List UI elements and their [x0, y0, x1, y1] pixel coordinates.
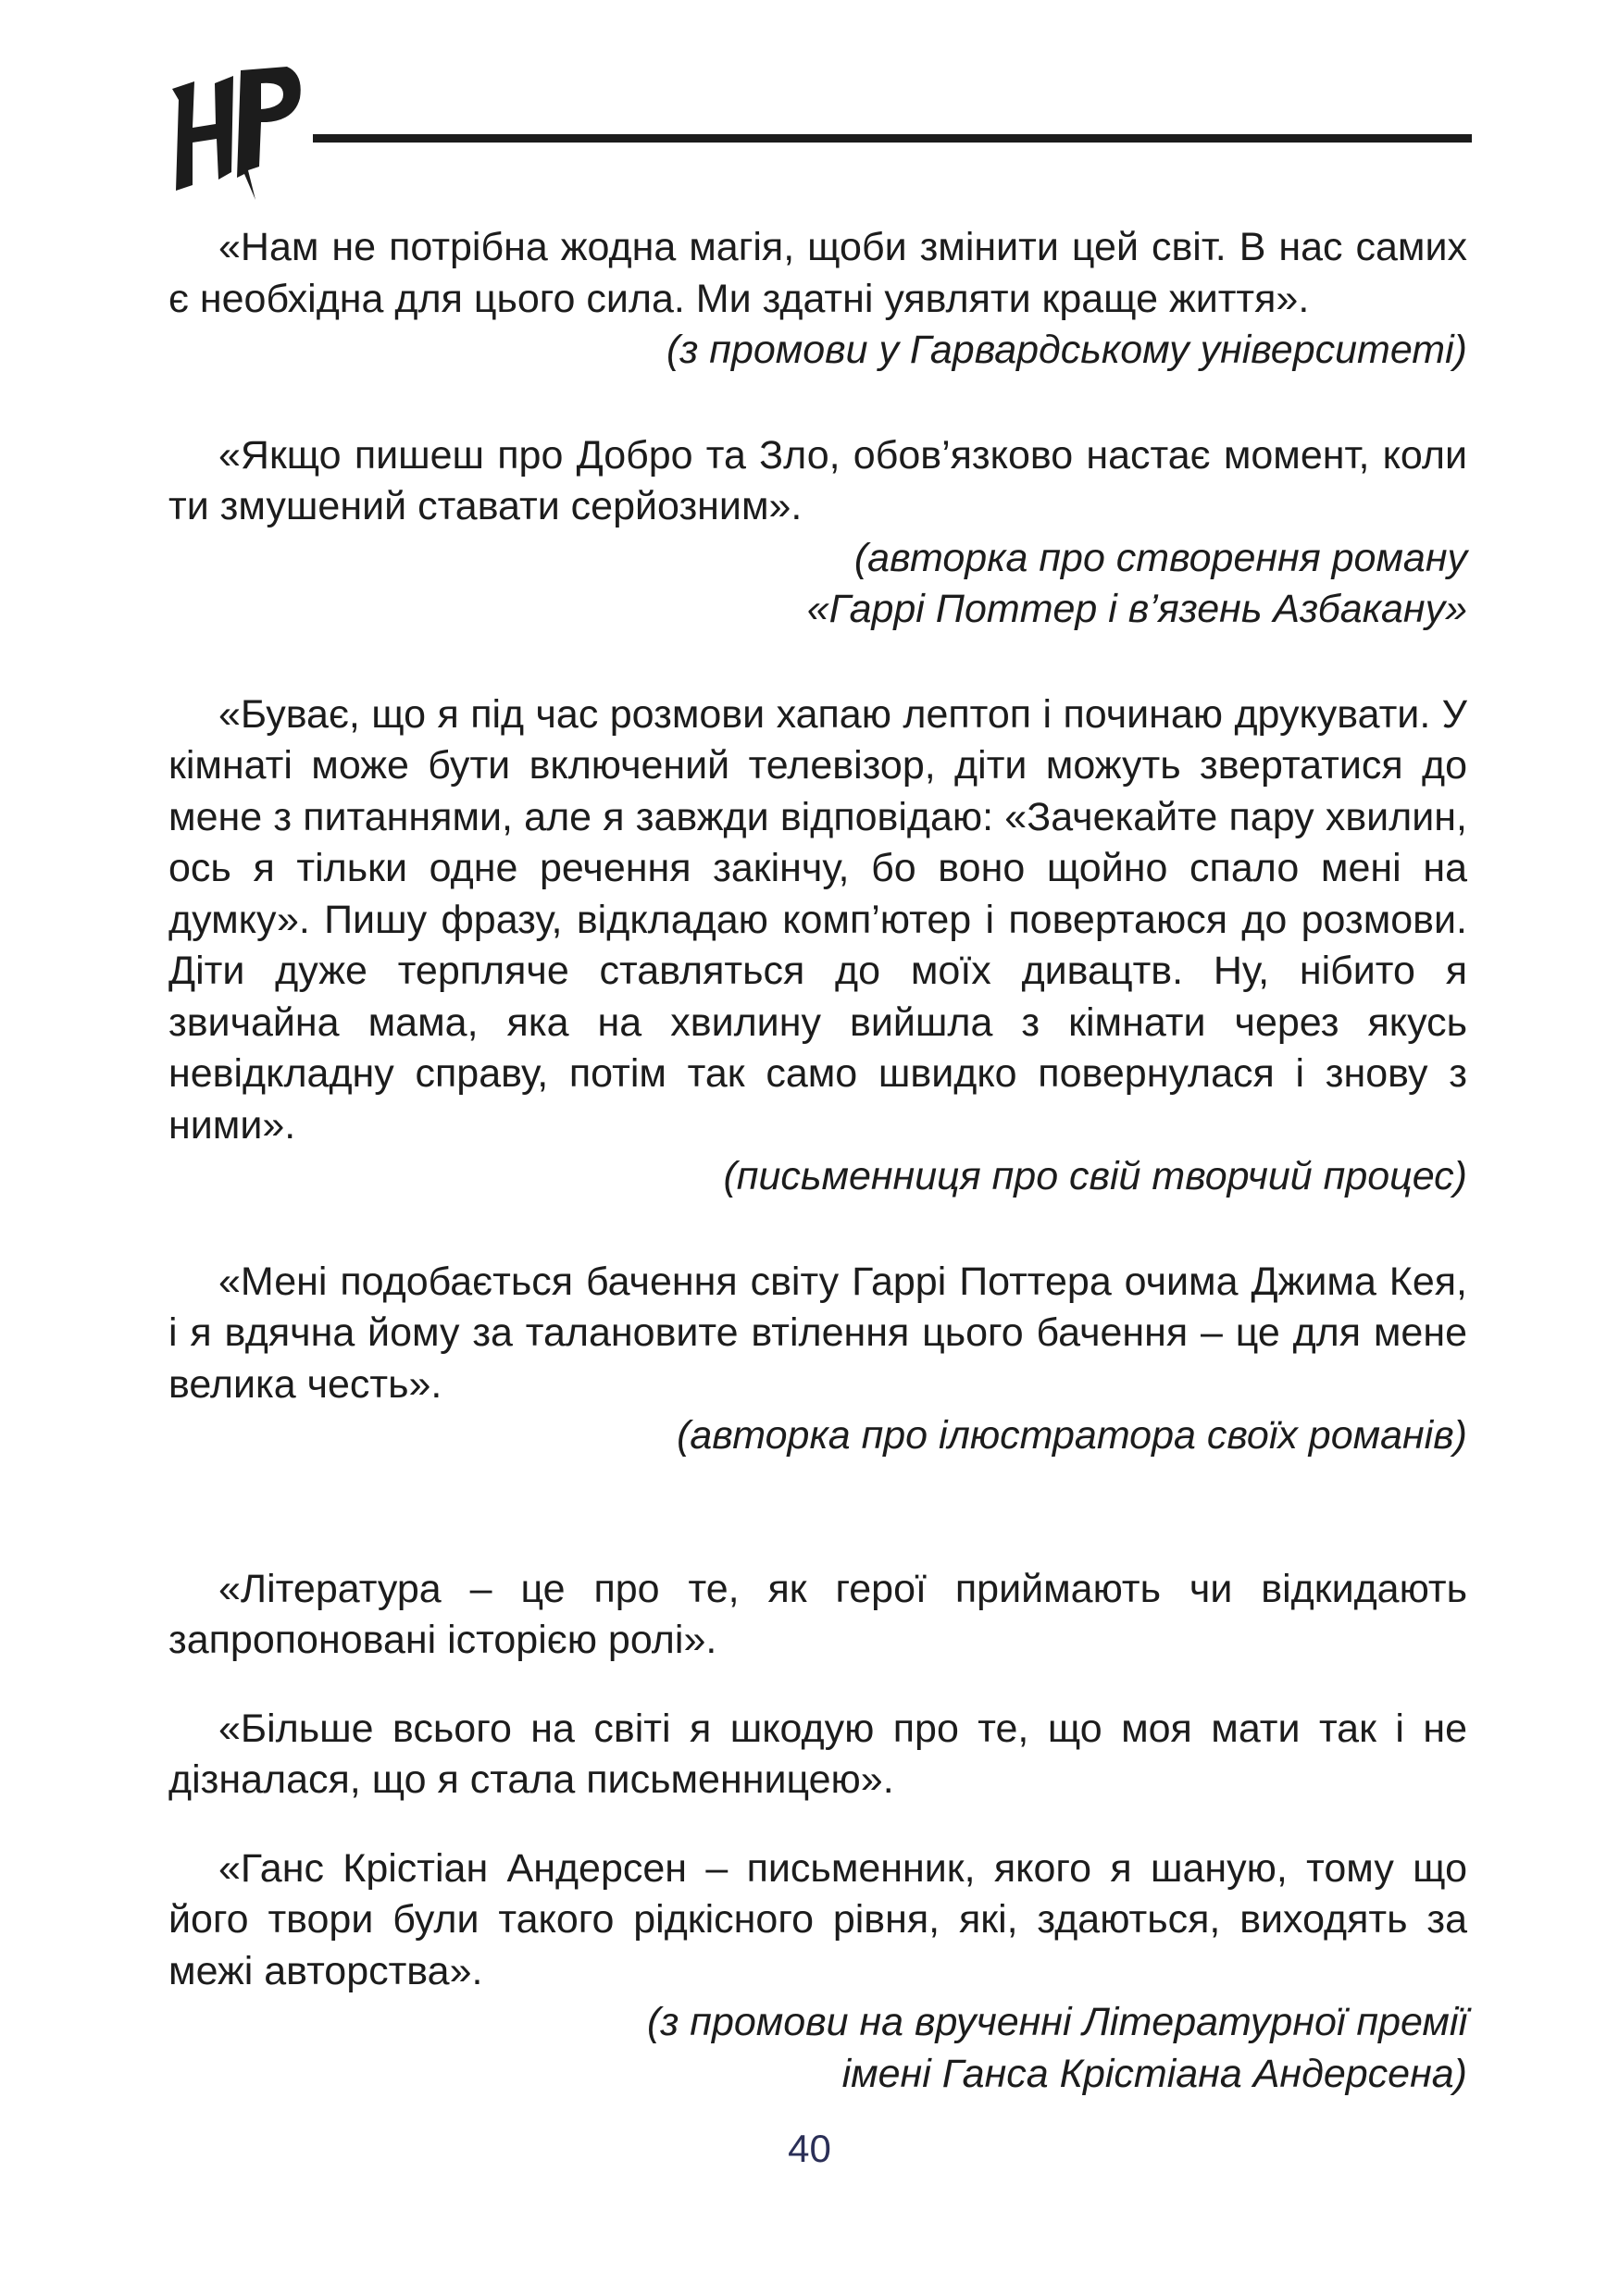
quote-block — [168, 222, 1467, 377]
quote-source: імені Ганса Крістіана Андерсена) — [841, 2051, 1467, 2096]
quote-source: (авторка про ілюстратора своїх романів) — [677, 1413, 1467, 1458]
hp-logo-icon — [165, 63, 304, 202]
quote-text: «Мені подобається бачення світу Гаррі Поттера очима Джима Кея, і я вдячна йому за талановите втілення цього бачення – це для мене велика честь». — [168, 1259, 1467, 1407]
quotes-column — [168, 222, 1467, 2100]
quote-text: «Ганс Крістіан Андерсен – письменник, якого я шаную, тому що його твори були такого рідкісного рівня, які, здаються, виходять за межі авторства». — [168, 1845, 1467, 1993]
quote-block — [168, 1257, 1467, 1462]
quote-text: «Більше всього на світі я шкодую про те, що моя мати так і не дізналася, що я стала письменницею». — [168, 1706, 1467, 1802]
quote-block — [168, 689, 1467, 1203]
quote-text: «Буває, що я під час розмови хапаю лептоп і починаю друкувати. У кімнаті може бути включений телевізор, діти можуть звертатися до мене з питаннями, але я завжди відповідаю: «Зачекайте пару хвилин, ось я тільки одне речення закінчу, бо воно щойно спало мені на думку». Пишу фразу, відкладаю комп’ютер і повертаюся до розмови. Діти дуже терпляче ставляться до моїх дивацтв. Ну, нібито я звичайна мама, яка на хвилину вийшла з кімнати через якусь невідкладну справу, потім так само швидко повернулася і знову з ними». — [168, 691, 1467, 1148]
quote-source: «Гаррі Поттер і в’язень Азбакану» — [806, 587, 1467, 631]
header-rule — [313, 134, 1472, 143]
quote-source: (з промови у Гарвардському університеті) — [666, 328, 1467, 372]
quote-block — [168, 1564, 1467, 1667]
quote-text: «Нам не потрібна жодна магія, щоби змінити цей світ. В нас самих є необхідна для цього сила. Ми здатні уявляти краще життя». — [168, 225, 1467, 321]
quote-source: (з промови на врученні Літературної премії — [647, 2000, 1467, 2044]
quote-block — [168, 1704, 1467, 1806]
quote-source: (авторка про створення роману — [853, 535, 1467, 580]
quote-block — [168, 1843, 1467, 2101]
quote-source: (письменниця про свій творчий процес) — [723, 1154, 1467, 1198]
quote-text: «Якщо пишеш про Добро та Зло, обов’язково настає момент, коли ти змушений ставати серйозним». — [168, 432, 1467, 528]
quote-block — [168, 430, 1467, 636]
page-header — [165, 63, 1472, 202]
quote-text: «Література – це про те, як герої приймають чи відкидають запропоновані історією ролі». — [168, 1566, 1467, 1662]
page-number: 40 — [788, 2127, 831, 2170]
